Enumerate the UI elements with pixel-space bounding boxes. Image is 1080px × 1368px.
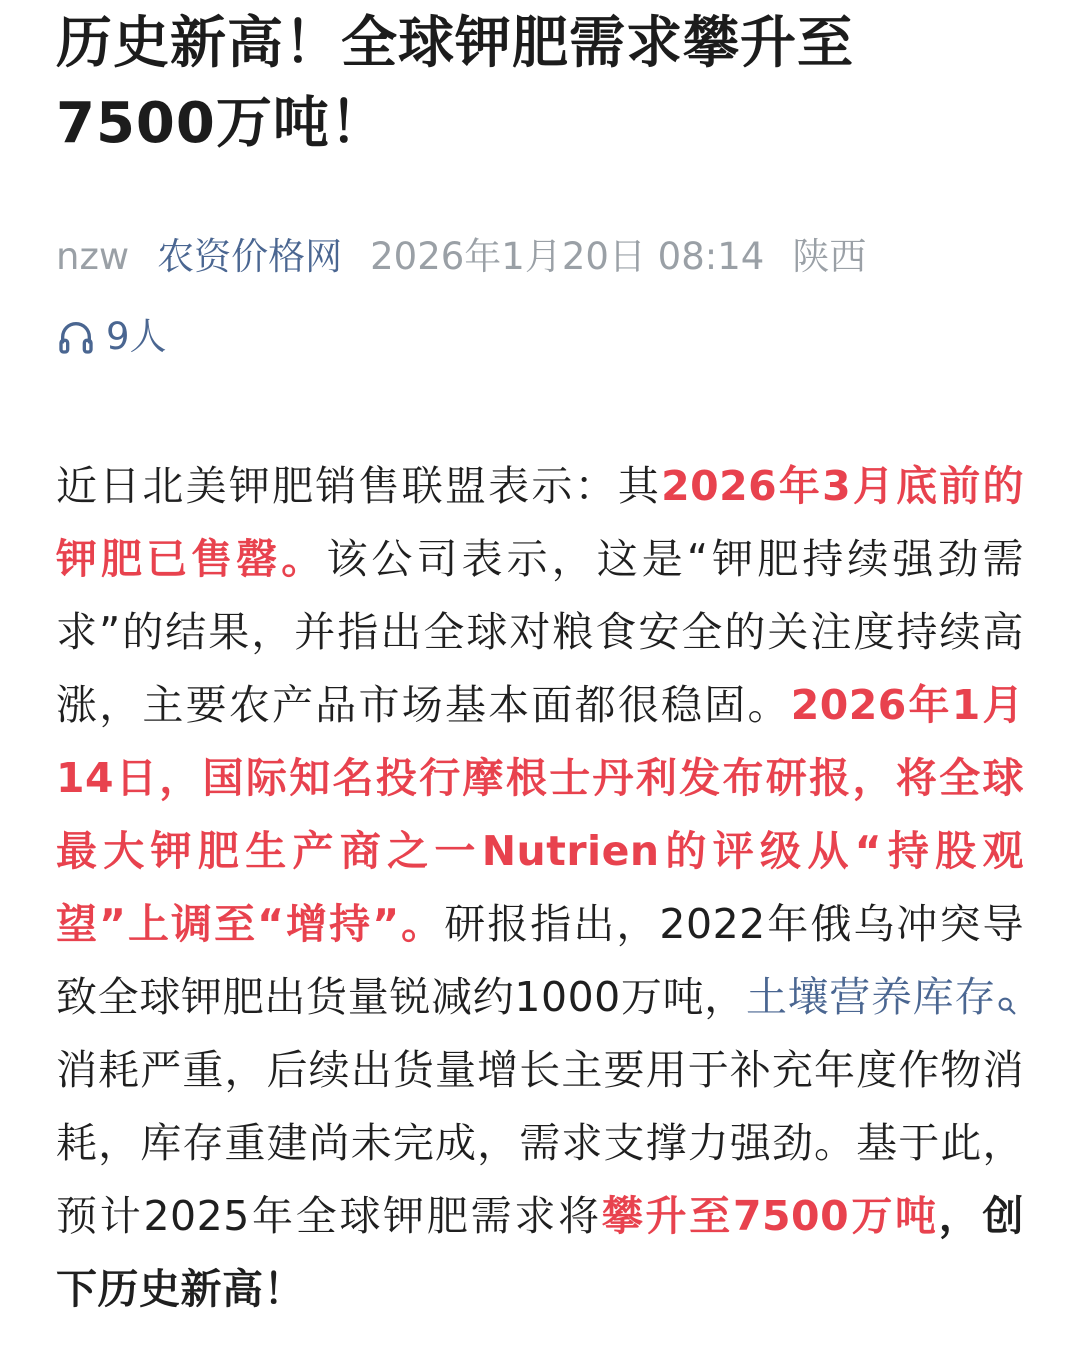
source-name[interactable]: 农资价格网 [157, 235, 343, 278]
body-text-2: 该公司表示，这是“钾肥持续强劲需求”的结果，并指出全球对粮食安全的关注度持续高涨，主要农产品市场基本面都很稳固。 [56, 535, 1024, 729]
article-meta [56, 232, 1024, 282]
listener-count: 9人 [106, 315, 167, 358]
highlight-morgan-stanley: 2026年1月14日，国际知名投行摩根士丹利发布研报，将全球最大钾肥生产商之一Nutrien的评级从“持股观望”上调至“增持”。 [56, 681, 1025, 948]
soil-nutrient-link[interactable]: 土壤营养库存 [745, 973, 996, 1021]
region-label: 陕西 [792, 235, 867, 278]
body-text-1: 近日北美钾肥销售联盟表示：其 [56, 462, 662, 510]
body-text-4: 消耗严重，后续出货量增长主要用于补充年度作物消耗，库存重建尚未完成，需求支撑力强劲。基于此，预计2025年全球钾肥需求将 [56, 1046, 1024, 1240]
body-text-3: 研报指出，2022年俄乌冲突导致全球钾肥出货量锐减约1000万吨， [56, 900, 1025, 1021]
highlight-sold-out: 2026年3月底前的钾肥已售罄。 [56, 462, 1025, 583]
listen-count[interactable] [56, 312, 1024, 362]
body-text-5: ，创下历史新高！ [56, 1192, 1025, 1313]
publish-datetime: 2026年1月20日 08:14 [370, 235, 765, 278]
search-icon[interactable] [996, 967, 1018, 989]
article-title-line-2: 7500万吨！ [56, 91, 387, 156]
article-title [56, 0, 1024, 164]
author-name[interactable]: nzw [56, 235, 130, 278]
article-title-line-1: 历史新高！全球钾肥需求攀升至 [56, 11, 854, 76]
article-body [56, 450, 1024, 1326]
headphones-icon [56, 317, 96, 357]
highlight-demand: 攀升至7500万吨 [601, 1192, 939, 1240]
